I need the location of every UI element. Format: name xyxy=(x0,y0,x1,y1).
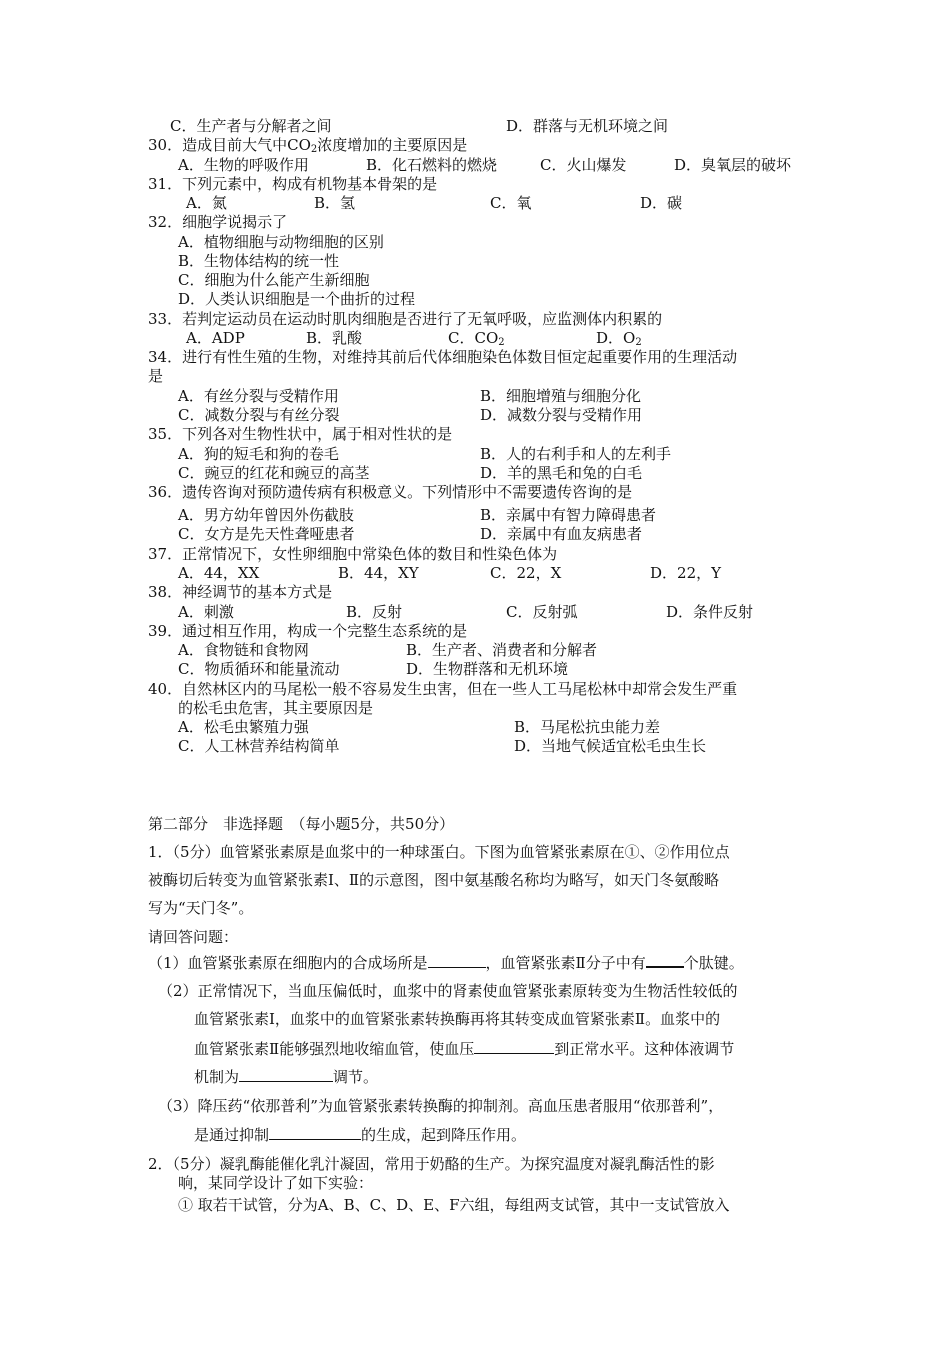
option-a: A．松毛虫繁殖力强 xyxy=(178,718,309,736)
sub-question-2-cont: 血管紧张素Ⅱ能够强烈地收缩血管，使血压 到正常水平。这种体液调节 xyxy=(194,1040,735,1058)
option-d: D．条件反射 xyxy=(666,603,754,621)
option-b: B．人的右利手和人的左利手 xyxy=(480,445,672,463)
option-a: A．刺激 xyxy=(178,603,234,621)
answer-blank[interactable] xyxy=(428,953,486,968)
sub-question-3: （3）降压药“依那普利”为血管紧张素转换酶的抑制剂。高血压患者服用“依那普利”， xyxy=(158,1097,724,1115)
section-heading: 第二部分 非选择题 （每小题5分，共50分） xyxy=(148,815,455,833)
sub-question-2-cont: 血管紧张素Ⅰ，血浆中的血管紧张素转换酶再将其转变成血管紧张素Ⅱ。血浆中的 xyxy=(194,1010,721,1028)
option-d: D．人类认识细胞是一个曲折的过程 xyxy=(178,290,416,308)
question-stem: 38．神经调节的基本方式是 xyxy=(148,583,333,601)
option-b: B．氢 xyxy=(314,194,356,212)
question-stem-cont: 是 xyxy=(148,367,164,385)
option-b: B．生物体结构的统一性 xyxy=(178,252,340,270)
option-c: C．$CO_2$ xyxy=(448,329,505,348)
option-d: D．减数分裂与受精作用 xyxy=(480,406,643,424)
option-d: D．亲属中有血友病患者 xyxy=(480,525,643,543)
sub-question-2: （2）正常情况下，当血压偏低时，血浆中的肾素使血管紧张素原转变为生物活性较低的 xyxy=(158,982,738,1000)
question-stem-cont: 被酶切后转变为血管紧张素Ⅰ、Ⅱ的示意图，图中氨基酸名称均为略写，如天门冬氨酸略 xyxy=(148,871,720,889)
option-a: A．生物的呼吸作用 xyxy=(178,156,309,174)
option-b: B．生产者、消费者和分解者 xyxy=(406,641,598,659)
option-c: C．物质循环和能量流动 xyxy=(178,660,340,678)
option-d: D．生物群落和无机环境 xyxy=(406,660,569,678)
option-d: D．群落与无机环境之间 xyxy=(506,117,669,135)
question-stem: 37．正常情况下，女性卵细胞中常染色体的数目和性染色体为 xyxy=(148,545,558,563)
question-stem: 36．遗传咨询对预防遗传病有积极意义。下列情形中不需要遗传咨询的是 xyxy=(148,483,633,501)
sub-question-2-cont: 机制为 调节。 xyxy=(194,1068,379,1086)
option-a: A．氮 xyxy=(186,194,227,212)
option-b: B．马尾松抗虫能力差 xyxy=(514,718,661,736)
question-stem: 32．细胞学说揭示了 xyxy=(148,213,288,231)
answer-blank[interactable] xyxy=(269,1125,361,1140)
sub-question-1: （1）血管紧张素原在细胞内的合成场所是 ，血管紧张素Ⅱ分子中有 个肽键。 xyxy=(148,954,744,972)
option-d: D．臭氧层的破坏 xyxy=(674,156,792,174)
option-b: B．化石燃料的燃烧 xyxy=(366,156,498,174)
option-a: A．狗的短毛和狗的卷毛 xyxy=(178,445,339,463)
option-c: C．人工林营养结构简单 xyxy=(178,737,340,755)
question-stem-cont: 写为“天门冬”。 xyxy=(148,899,254,917)
option-b: B．44，XY xyxy=(338,564,419,582)
option-c: C．细胞为什么能产生新细胞 xyxy=(178,271,370,289)
option-a: A．植物细胞与动物细胞的区别 xyxy=(178,233,384,251)
option-c: C．火山爆发 xyxy=(540,156,627,174)
option-c: C．豌豆的红花和豌豆的高茎 xyxy=(178,464,370,482)
procedure-step: ① 取若干试管，分为A、B、C、D、E、F六组，每组两支试管，其中一支试管放入 xyxy=(178,1196,730,1214)
option-d: D．$O_2$ xyxy=(596,329,642,348)
question-stem-cont: 响，某同学设计了如下实验： xyxy=(178,1174,374,1192)
option-c: C．生产者与分解者之间 xyxy=(170,117,332,135)
option-b: B．乳酸 xyxy=(306,329,363,347)
question-stem: 31．下列元素中，构成有机物基本骨架的是 xyxy=(148,175,438,193)
option-b: B．亲属中有智力障碍患者 xyxy=(480,506,657,524)
option-c: C．减数分裂与有丝分裂 xyxy=(178,406,340,424)
option-b: B．反射 xyxy=(346,603,403,621)
question-stem: 39．通过相互作用，构成一个完整生态系统的是 xyxy=(148,622,468,640)
option-b: B．细胞增殖与细胞分化 xyxy=(480,387,642,405)
option-c: C．22，X xyxy=(490,564,562,582)
question-stem: 30．造成目前大气中$CO_2$浓度增加的主要原因是 xyxy=(148,136,468,155)
option-a: A．44，XX xyxy=(178,564,260,582)
sub-question-3-cont: 是通过抑制 的生成，起到降压作用。 xyxy=(194,1126,527,1144)
answer-blank[interactable] xyxy=(474,1039,554,1054)
answer-blank[interactable] xyxy=(239,1067,333,1082)
option-a: A．ADP xyxy=(186,329,245,347)
question-stem-cont: 的松毛虫危害，其主要原因是 xyxy=(178,699,374,717)
option-d: D．当地气候适宜松毛虫生长 xyxy=(514,737,707,755)
option-a: A．男方幼年曾因外伤截肢 xyxy=(178,506,354,524)
answer-blank[interactable] xyxy=(646,952,684,968)
option-c: C．女方是先天性聋哑患者 xyxy=(178,525,355,543)
question-stem: 2．（5分）凝乳酶能催化乳汁凝固，常用于奶酪的生产。为探究温度对凝乳酶活性的影 xyxy=(148,1155,715,1173)
option-d: D．22，Y xyxy=(650,564,722,582)
option-d: D．碳 xyxy=(640,194,683,212)
option-c: C．反射弧 xyxy=(506,603,578,621)
option-c: C．氧 xyxy=(490,194,532,212)
answer-prompt: 请回答问题： xyxy=(148,928,239,946)
question-stem: 34．进行有性生殖的生物，对维持其前后代体细胞染色体数目恒定起重要作用的生理活动 xyxy=(148,348,738,366)
question-stem: 33．若判定运动员在运动时肌肉细胞是否进行了无氧呼吸，应监测体内积累的 xyxy=(148,310,663,328)
option-a: A．有丝分裂与受精作用 xyxy=(178,387,339,405)
question-stem: 35．下列各对生物性状中，属于相对性状的是 xyxy=(148,425,453,443)
question-stem: 1．（5分）血管紧张素原是血浆中的一种球蛋白。下图为血管紧张素原在①、②作用位点 xyxy=(148,843,730,861)
option-a: A．食物链和食物网 xyxy=(178,641,309,659)
option-d: D．羊的黑毛和兔的白毛 xyxy=(480,464,643,482)
question-stem: 40．自然林区内的马尾松一般不容易发生虫害，但在一些人工马尾松林中却常会发生严重 xyxy=(148,680,738,698)
